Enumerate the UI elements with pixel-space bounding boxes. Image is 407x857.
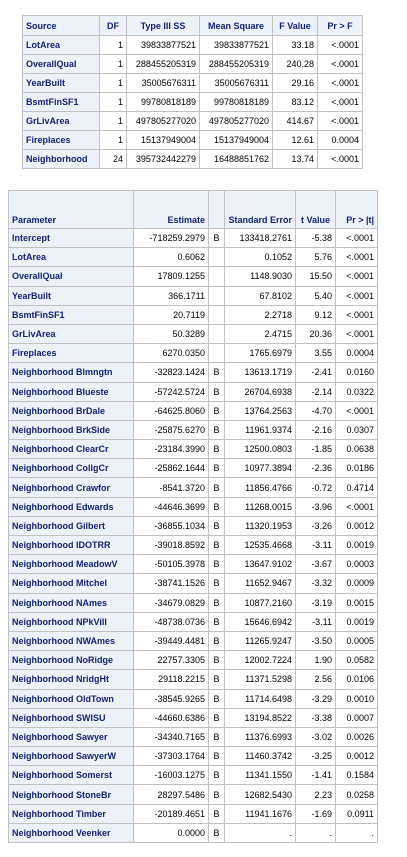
params-cell: Neighborhood NoRidge (9, 651, 134, 670)
params-cell: B (209, 651, 225, 670)
params-cell: Neighborhood NPkVill (9, 612, 134, 631)
params-cell: -3.02 (296, 727, 336, 746)
params-cell: 13647.9102 (225, 555, 296, 574)
params-cell: Neighborhood Blmngtn (9, 363, 134, 382)
params-cell: -38545.9265 (134, 689, 209, 708)
params-cell: B (209, 708, 225, 727)
table-row (9, 593, 378, 612)
params-cell: 1765.6979 (225, 344, 296, 363)
params-header-0: Parameter (9, 191, 134, 229)
params-cell: 0.1584 (336, 766, 378, 785)
params-header-1: Estimate (134, 191, 209, 229)
table-row (9, 631, 378, 650)
params-cell: 3.55 (296, 344, 336, 363)
params-cell: 1.90 (296, 651, 336, 670)
anova-cell: 15137949004 (200, 131, 273, 150)
params-header-2 (209, 191, 225, 229)
params-cell: Neighborhood Somerst (9, 766, 134, 785)
table-row (9, 804, 378, 823)
params-cell: 0.0003 (336, 555, 378, 574)
anova-cell: 414.67 (273, 112, 318, 131)
params-cell: -1.69 (296, 804, 336, 823)
params-cell: 0.0106 (336, 670, 378, 689)
anova-cell: <.0001 (318, 36, 363, 55)
params-cell: -37303.1764 (134, 747, 209, 766)
params-header-3: Standard Error (225, 191, 296, 229)
params-cell: 15.50 (296, 267, 336, 286)
anova-cell: <.0001 (318, 112, 363, 131)
anova-cell: 35005676311 (127, 74, 200, 93)
params-cell: 12500.0803 (225, 440, 296, 459)
params-cell: Neighborhood Timber (9, 804, 134, 823)
anova-cell: <.0001 (318, 55, 363, 74)
anova-cell: 1 (100, 112, 127, 131)
table-row (9, 766, 378, 785)
anova-cell: 39833877521 (127, 36, 200, 55)
params-cell: 12535.4668 (225, 536, 296, 555)
table-row (9, 248, 378, 267)
params-cell: B (209, 555, 225, 574)
params-cell: 15646.6942 (225, 612, 296, 631)
params-cell: B (209, 689, 225, 708)
params-cell: 0.0186 (336, 459, 378, 478)
params-cell: YearBuilt (9, 286, 134, 305)
anova-cell: 39833877521 (200, 36, 273, 55)
anova-cell: YearBuilt (23, 74, 100, 93)
params-cell: <.0001 (336, 324, 378, 343)
params-cell: -64625.8060 (134, 401, 209, 420)
params-cell (209, 324, 225, 343)
params-cell: 133418.2761 (225, 229, 296, 248)
params-cell: -3.11 (296, 612, 336, 631)
params-cell: 22757.3305 (134, 651, 209, 670)
params-cell (209, 344, 225, 363)
params-cell: B (209, 747, 225, 766)
params-cell: B (209, 593, 225, 612)
params-cell: -16003.1275 (134, 766, 209, 785)
params-cell: Neighborhood NWAmes (9, 631, 134, 650)
anova-body (23, 36, 363, 169)
params-cell: 9.12 (296, 305, 336, 324)
params-cell: Fireplaces (9, 344, 134, 363)
params-header-5: Pr > |t| (336, 191, 378, 229)
table-row (9, 401, 378, 420)
table-row (9, 229, 378, 248)
params-cell: Neighborhood Mitchel (9, 574, 134, 593)
params-cell: 5.40 (296, 286, 336, 305)
params-cell: -44660.6386 (134, 708, 209, 727)
table-row (9, 440, 378, 459)
table-row (9, 612, 378, 631)
params-cell: B (209, 401, 225, 420)
anova-cell: 29.16 (273, 74, 318, 93)
params-cell: 13613.1719 (225, 363, 296, 382)
params-cell: -32823.1424 (134, 363, 209, 382)
params-cell: BsmtFinSF1 (9, 305, 134, 324)
params-cell: 0.0007 (336, 708, 378, 727)
table-row (9, 305, 378, 324)
params-cell: 0.0258 (336, 785, 378, 804)
anova-header-0: Source (23, 16, 100, 36)
params-cell: -4.70 (296, 401, 336, 420)
anova-cell: 33.18 (273, 36, 318, 55)
anova-table (22, 15, 363, 169)
table-row (9, 555, 378, 574)
params-cell: Neighborhood SWISU (9, 708, 134, 727)
params-cell: 67.8102 (225, 286, 296, 305)
params-cell: Neighborhood MeadowV (9, 555, 134, 574)
params-cell: -50105.3978 (134, 555, 209, 574)
table-row (9, 536, 378, 555)
params-cell: 2.2718 (225, 305, 296, 324)
params-cell: Neighborhood NridgHt (9, 670, 134, 689)
table-row (9, 459, 378, 478)
params-cell: 2.23 (296, 785, 336, 804)
params-cell: 11376.6993 (225, 727, 296, 746)
params-cell: 29118.2215 (134, 670, 209, 689)
params-cell: 2.56 (296, 670, 336, 689)
params-cell: 20.36 (296, 324, 336, 343)
table-row (9, 747, 378, 766)
table-row (9, 382, 378, 401)
params-cell: -3.50 (296, 631, 336, 650)
params-cell: GrLivArea (9, 324, 134, 343)
params-cell: B (209, 631, 225, 650)
params-cell: 0.0012 (336, 516, 378, 535)
anova-cell: 13.74 (273, 150, 318, 169)
params-cell: 0.0010 (336, 689, 378, 708)
anova-cell: 24 (100, 150, 127, 169)
anova-cell: 1 (100, 36, 127, 55)
anova-cell: 240.28 (273, 55, 318, 74)
params-cell: -2.36 (296, 459, 336, 478)
params-cell: 11714.6498 (225, 689, 296, 708)
anova-cell: 288455205319 (127, 55, 200, 74)
params-cell: 28297.5486 (134, 785, 209, 804)
anova-cell: <.0001 (318, 93, 363, 112)
anova-header-2: Type III SS (127, 16, 200, 36)
params-cell: Neighborhood Blueste (9, 382, 134, 401)
params-cell: 0.0307 (336, 420, 378, 439)
table-row (9, 651, 378, 670)
params-cell: -39018.8592 (134, 536, 209, 555)
params-cell: B (209, 516, 225, 535)
params-cell: -5.38 (296, 229, 336, 248)
params-cell: -3.67 (296, 555, 336, 574)
params-cell: B (209, 612, 225, 631)
params-cell: <.0001 (336, 401, 378, 420)
params-cell: . (225, 823, 296, 842)
anova-cell: 16488851762 (200, 150, 273, 169)
params-cell: Neighborhood BrDale (9, 401, 134, 420)
params-cell: B (209, 823, 225, 842)
params-cell: 11856.4766 (225, 478, 296, 497)
params-cell: -48738.0736 (134, 612, 209, 631)
params-cell: 0.0009 (336, 574, 378, 593)
table-row (23, 150, 363, 169)
params-cell: <.0001 (336, 305, 378, 324)
anova-cell: 1 (100, 74, 127, 93)
params-cell: -57242.5724 (134, 382, 209, 401)
params-cell: B (209, 363, 225, 382)
anova-cell: GrLivArea (23, 112, 100, 131)
anova-cell: BsmtFinSF1 (23, 93, 100, 112)
params-cell: Neighborhood SawyerW (9, 747, 134, 766)
anova-cell: <.0001 (318, 150, 363, 169)
anova-cell: Neighborhood (23, 150, 100, 169)
params-cell: -23184.3990 (134, 440, 209, 459)
params-cell: -2.16 (296, 420, 336, 439)
table-row (23, 36, 363, 55)
params-cell: Neighborhood BrkSide (9, 420, 134, 439)
anova-cell: 0.0004 (318, 131, 363, 150)
table-row (9, 574, 378, 593)
anova-cell: 15137949004 (127, 131, 200, 150)
table-row (9, 823, 378, 842)
params-cell: 0.0638 (336, 440, 378, 459)
params-cell: OverallQual (9, 267, 134, 286)
params-cell: B (209, 497, 225, 516)
anova-header-5: Pr > F (318, 16, 363, 36)
anova-cell: LotArea (23, 36, 100, 55)
params-cell: 366.1711 (134, 286, 209, 305)
anova-cell: 395732442279 (127, 150, 200, 169)
params-cell: 50.3289 (134, 324, 209, 343)
params-cell: -25862.1644 (134, 459, 209, 478)
params-cell: 0.1052 (225, 248, 296, 267)
params-cell: <.0001 (336, 497, 378, 516)
params-cell: 0.0005 (336, 631, 378, 650)
table-row (9, 516, 378, 535)
params-cell: B (209, 420, 225, 439)
table-row (23, 131, 363, 150)
params-cell (209, 248, 225, 267)
anova-cell: <.0001 (318, 74, 363, 93)
table-row (9, 324, 378, 343)
params-cell: 11652.9467 (225, 574, 296, 593)
params-cell: B (209, 440, 225, 459)
params-cell: 0.0012 (336, 747, 378, 766)
params-cell: 11268.0015 (225, 497, 296, 516)
table-row (9, 727, 378, 746)
params-cell: 11371.5298 (225, 670, 296, 689)
params-cell: -0.72 (296, 478, 336, 497)
params-cell: 12002.7224 (225, 651, 296, 670)
params-cell: B (209, 536, 225, 555)
params-cell: -44646.3699 (134, 497, 209, 516)
anova-cell: 497805277020 (127, 112, 200, 131)
params-cell: -3.26 (296, 516, 336, 535)
params-cell: B (209, 727, 225, 746)
params-cell: -34340.7165 (134, 727, 209, 746)
params-cell: -3.38 (296, 708, 336, 727)
params-cell: 11460.3742 (225, 747, 296, 766)
anova-cell: 12.61 (273, 131, 318, 150)
params-cell: -3.19 (296, 593, 336, 612)
params-cell: 11341.1550 (225, 766, 296, 785)
anova-header-3: Mean Square (200, 16, 273, 36)
anova-cell: 35005676311 (200, 74, 273, 93)
params-cell: <.0001 (336, 286, 378, 305)
params-cell: 0.0160 (336, 363, 378, 382)
params-cell: B (209, 459, 225, 478)
params-cell: 2.4715 (225, 324, 296, 343)
params-cell: Intercept (9, 229, 134, 248)
params-header-row (9, 191, 378, 229)
params-cell: 11320.1953 (225, 516, 296, 535)
anova-cell: 1 (100, 93, 127, 112)
params-cell: B (209, 766, 225, 785)
table-row (9, 708, 378, 727)
params-cell: <.0001 (336, 248, 378, 267)
anova-cell: OverallQual (23, 55, 100, 74)
params-cell: -3.29 (296, 689, 336, 708)
params-cell: 20.7119 (134, 305, 209, 324)
params-cell: 17809.1255 (134, 267, 209, 286)
table-row (9, 344, 378, 363)
params-cell: -718259.2979 (134, 229, 209, 248)
params-cell (209, 305, 225, 324)
params-cell: . (336, 823, 378, 842)
table-row (9, 670, 378, 689)
params-cell: -3.32 (296, 574, 336, 593)
params-cell: 11961.9374 (225, 420, 296, 439)
params-cell: -1.41 (296, 766, 336, 785)
params-cell (209, 267, 225, 286)
params-cell: B (209, 229, 225, 248)
params-cell: . (296, 823, 336, 842)
parameter-estimates-table (8, 190, 378, 843)
params-cell: 0.0582 (336, 651, 378, 670)
table-row (9, 363, 378, 382)
params-cell: -8541.3720 (134, 478, 209, 497)
anova-cell: 99780818189 (200, 93, 273, 112)
params-header-4: t Value (296, 191, 336, 229)
params-cell: Neighborhood Sawyer (9, 727, 134, 746)
params-cell: -3.25 (296, 747, 336, 766)
params-cell: 0.0000 (134, 823, 209, 842)
params-cell: -25875.6270 (134, 420, 209, 439)
params-cell: Neighborhood Edwards (9, 497, 134, 516)
anova-cell: 1 (100, 55, 127, 74)
params-cell: 10977.3894 (225, 459, 296, 478)
anova-header-row (23, 16, 363, 36)
anova-header-4: F Value (273, 16, 318, 36)
params-cell: Neighborhood Crawfor (9, 478, 134, 497)
params-cell: -38741.1526 (134, 574, 209, 593)
table-row (9, 689, 378, 708)
params-cell: -2.14 (296, 382, 336, 401)
params-cell: Neighborhood CollgCr (9, 459, 134, 478)
params-cell: -3.96 (296, 497, 336, 516)
params-cell: 0.0322 (336, 382, 378, 401)
params-cell: B (209, 382, 225, 401)
params-cell: 1148.9030 (225, 267, 296, 286)
params-cell: B (209, 804, 225, 823)
params-cell: B (209, 670, 225, 689)
params-cell: B (209, 785, 225, 804)
params-cell: 0.0004 (336, 344, 378, 363)
params-cell: 0.0026 (336, 727, 378, 746)
params-cell: 13194.8522 (225, 708, 296, 727)
params-cell: -1.85 (296, 440, 336, 459)
table-row (9, 420, 378, 439)
params-cell: B (209, 574, 225, 593)
params-cell: B (209, 478, 225, 497)
anova-cell: 288455205319 (200, 55, 273, 74)
params-cell: -20189.4651 (134, 804, 209, 823)
params-cell: LotArea (9, 248, 134, 267)
params-cell: 0.0015 (336, 593, 378, 612)
params-cell: Neighborhood Veenker (9, 823, 134, 842)
params-cell: 26704.6938 (225, 382, 296, 401)
table-row (23, 55, 363, 74)
params-cell: -34679.0829 (134, 593, 209, 612)
params-cell: 0.0911 (336, 804, 378, 823)
params-cell: Neighborhood Gilbert (9, 516, 134, 535)
anova-cell: 497805277020 (200, 112, 273, 131)
params-cell: -2.41 (296, 363, 336, 382)
params-cell: 0.0019 (336, 612, 378, 631)
params-cell: 0.6062 (134, 248, 209, 267)
table-row (9, 785, 378, 804)
params-cell: 6270.0350 (134, 344, 209, 363)
table-row (9, 497, 378, 516)
params-cell: 11265.9247 (225, 631, 296, 650)
params-cell: Neighborhood NAmes (9, 593, 134, 612)
table-row (23, 112, 363, 131)
anova-cell: 1 (100, 131, 127, 150)
params-cell: 0.0019 (336, 536, 378, 555)
anova-header-1: DF (100, 16, 127, 36)
params-cell: -39449.4481 (134, 631, 209, 650)
params-cell: Neighborhood ClearCr (9, 440, 134, 459)
table-row (23, 93, 363, 112)
table-row (23, 74, 363, 93)
params-cell: Neighborhood StoneBr (9, 785, 134, 804)
params-cell: 10877.2160 (225, 593, 296, 612)
table-row (9, 267, 378, 286)
anova-cell: 99780818189 (127, 93, 200, 112)
table-row (9, 286, 378, 305)
params-cell: -36855.1034 (134, 516, 209, 535)
anova-cell: Fireplaces (23, 131, 100, 150)
params-cell: 12682.5430 (225, 785, 296, 804)
params-cell (209, 286, 225, 305)
anova-cell: 83.12 (273, 93, 318, 112)
params-cell: Neighborhood IDOTRR (9, 536, 134, 555)
params-cell: 11941.1676 (225, 804, 296, 823)
params-cell: <.0001 (336, 229, 378, 248)
table-row (9, 478, 378, 497)
params-cell: Neighborhood OldTown (9, 689, 134, 708)
params-body (9, 229, 378, 843)
params-cell: -3.11 (296, 536, 336, 555)
params-cell: <.0001 (336, 267, 378, 286)
params-cell: 5.76 (296, 248, 336, 267)
params-cell: 0.4714 (336, 478, 378, 497)
params-cell: 13764.2563 (225, 401, 296, 420)
